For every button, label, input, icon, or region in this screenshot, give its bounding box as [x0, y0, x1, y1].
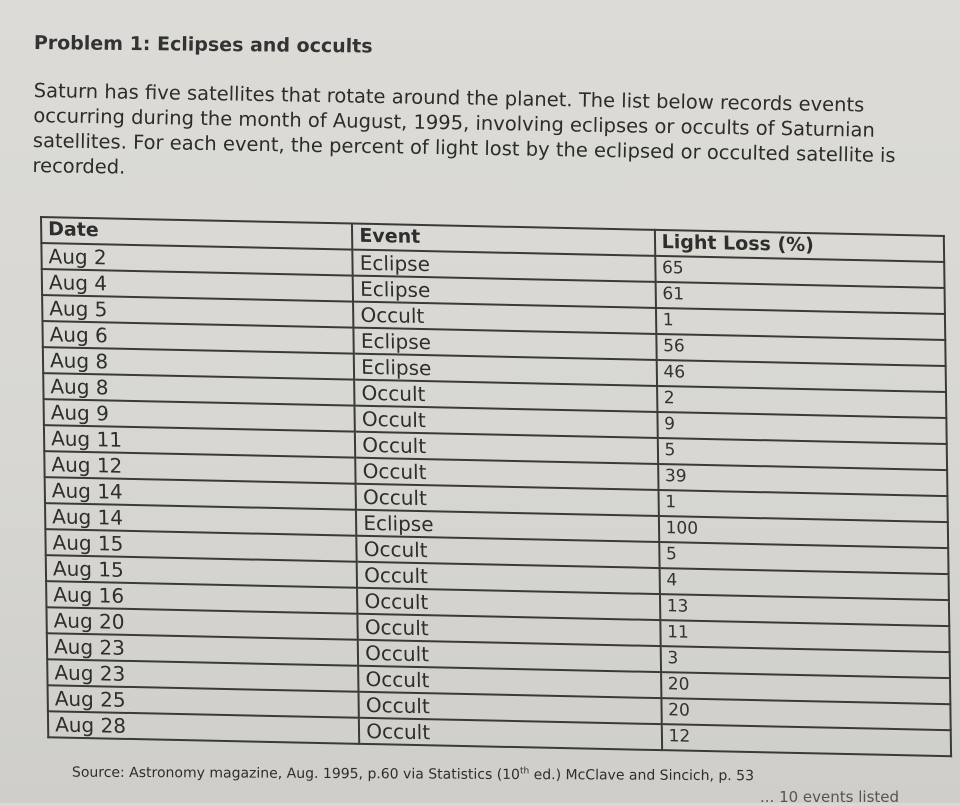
cell-light-loss: 65 [655, 255, 945, 287]
cell-event: Occult [355, 405, 658, 437]
cell-light-loss: 46 [656, 360, 946, 392]
cell-light-loss: 100 [658, 516, 948, 548]
header-light-loss: Light Loss (%) [655, 230, 945, 262]
source-prefix: Source: Astronomy magazine, Aug. 1995, p.60 via Statistics (10 [71, 764, 521, 784]
cell-date: Aug 15 [45, 529, 357, 562]
cell-date: Aug 23 [47, 633, 359, 666]
cell-date: Aug 9 [44, 399, 356, 432]
cell-light-loss: 61 [655, 281, 945, 313]
cell-date: Aug 11 [44, 425, 356, 458]
next-page-text-fragment: ... 10 events listed [760, 788, 900, 806]
cell-date: Aug 20 [46, 607, 358, 640]
cell-event: Eclipse [354, 353, 657, 385]
cell-date: Aug 8 [43, 373, 355, 406]
cell-event: Occult [358, 665, 661, 697]
header-date: Date [41, 217, 353, 249]
cell-date: Aug 12 [44, 451, 356, 484]
source-sup: th [519, 766, 530, 777]
cell-light-loss: 4 [659, 568, 949, 600]
cell-event: Occult [357, 587, 660, 619]
cell-date: Aug 2 [41, 243, 353, 276]
problem-intro: Saturn has five satellites that rotate around the planet. The list below records events occurring during the month of August, 1995, involving eclipses or occults of Saturnian satellites. For each event, the percent of light lost by the eclipsed or occulted satellite is recorded. [32, 78, 896, 179]
cell-event: Occult [356, 483, 659, 515]
cell-light-loss: 1 [656, 308, 946, 340]
cell-event: Eclipse [353, 249, 656, 281]
cell-date: Aug 16 [46, 581, 358, 614]
cell-light-loss: 9 [657, 412, 947, 444]
cell-event: Occult [353, 301, 656, 333]
cell-event: Occult [359, 691, 662, 723]
cell-date: Aug 8 [43, 347, 355, 380]
cell-event: Occult [355, 431, 658, 463]
cell-light-loss: 5 [659, 542, 949, 574]
cell-date: Aug 25 [48, 685, 360, 718]
cell-event: Occult [354, 379, 657, 411]
cell-date: Aug 6 [42, 321, 354, 354]
cell-light-loss: 5 [657, 438, 947, 470]
cell-light-loss: 13 [660, 594, 950, 626]
header-event: Event [352, 224, 655, 256]
cell-event: Occult [357, 535, 660, 567]
cell-date: Aug 15 [46, 555, 358, 588]
cell-date: Aug 28 [48, 711, 360, 744]
cell-date: Aug 23 [47, 659, 359, 692]
cell-light-loss: 20 [661, 698, 951, 730]
cell-date: Aug 14 [45, 503, 357, 536]
cell-event: Occult [359, 717, 662, 749]
cell-event: Eclipse [353, 275, 656, 307]
cell-event: Occult [358, 613, 661, 645]
cell-light-loss: 20 [661, 672, 951, 704]
cell-date: Aug 4 [42, 269, 354, 302]
cell-event: Eclipse [356, 509, 659, 541]
source-suffix: ed.) McClave and Sincich, p. 53 [529, 767, 755, 785]
cell-event: Occult [357, 561, 660, 593]
cell-light-loss: 3 [660, 646, 950, 678]
cell-event: Occult [358, 639, 661, 671]
cell-light-loss: 12 [661, 724, 951, 756]
cell-event: Eclipse [354, 327, 657, 359]
cell-light-loss: 56 [656, 334, 946, 366]
source-citation [72, 764, 754, 784]
cell-light-loss: 39 [658, 464, 948, 496]
events-table [40, 216, 952, 757]
problem-heading: Problem 1: Eclipses and occults [33, 32, 373, 58]
cell-date: Aug 5 [42, 295, 354, 328]
cell-light-loss: 1 [658, 490, 948, 522]
events-table-wrap [40, 216, 957, 757]
cell-light-loss: 11 [660, 620, 950, 652]
cell-date: Aug 14 [45, 477, 357, 510]
cell-event: Occult [355, 457, 658, 489]
cell-light-loss: 2 [657, 386, 947, 418]
